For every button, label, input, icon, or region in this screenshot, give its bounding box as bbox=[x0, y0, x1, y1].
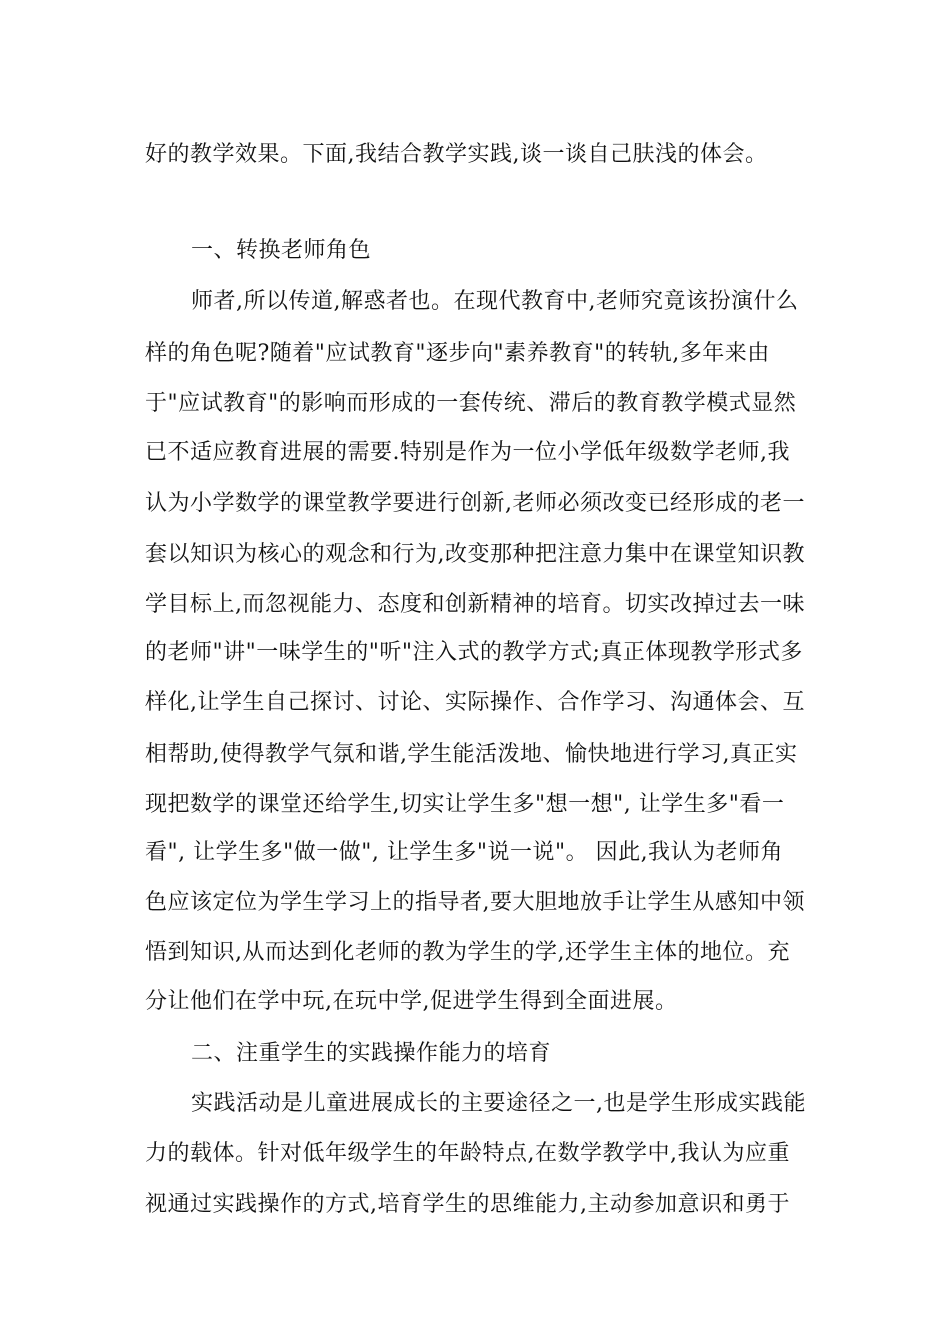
text-line: 分让他们在学中玩,在玩中学,促进学生得到全面进展。 bbox=[145, 989, 678, 1014]
text-line: 套以知识为核心的观念和行为,改变那种把注意力集中在课堂知识教 bbox=[145, 542, 805, 567]
text-line: 样的角色呢?随着"应试教育"逐步向"素养教育"的转轨,多年来由 bbox=[145, 341, 770, 366]
section-heading: 一、转换老师角色 bbox=[191, 238, 372, 263]
text-line: 学目标上,而忽视能力、态度和创新精神的培育。切实改掉过去一味 bbox=[145, 592, 805, 617]
text-line: 看", 让学生多"做一做", 让学生多"说一说"。 因此,我认为老师角 bbox=[145, 840, 784, 865]
text-line: 样化,让学生自己探讨、讨论、实际操作、合作学习、沟通体会、互 bbox=[145, 690, 805, 715]
text-line: 师者,所以传道,解惑者也。在现代教育中,老师究竟该扮演什么 bbox=[191, 289, 799, 314]
text-line: 现把数学的课堂还给学生,切实让学生多"想一想", 让学生多"看一 bbox=[145, 792, 785, 817]
text-line: 视通过实践操作的方式,培育学生的思维能力,主动参加意识和勇于 bbox=[145, 1192, 790, 1217]
text-line: 于"应试教育"的影响而形成的一套传统、滞后的教育教学模式显然 bbox=[145, 391, 797, 416]
text-line: 色应该定位为学生学习上的指导者,要大胆地放手让学生从感知中领 bbox=[145, 890, 805, 915]
text-line: 认为小学数学的课堂教学要进行创新,老师必须改变已经形成的老一 bbox=[145, 491, 805, 516]
text-line: 相帮助,使得教学气氛和谐,学生能活泼地、愉快地进行学习,真正实 bbox=[145, 742, 798, 767]
text-line: 悟到知识,从而达到化老师的教为学生的学,还学生主体的地位。充 bbox=[145, 940, 790, 965]
text-line: 实践活动是儿童进展成长的主要途径之一,也是学生形成实践能 bbox=[191, 1091, 806, 1116]
text-line: 好的教学效果。下面,我结合教学实践,谈一谈自己肤浅的体会。 bbox=[145, 142, 768, 167]
section-heading: 二、注重学生的实践操作能力的培育 bbox=[191, 1041, 552, 1066]
text-line: 力的载体。针对低年级学生的年龄特点,在数学教学中,我认为应重 bbox=[145, 1141, 790, 1166]
text-line: 已不适应教育进展的需要.特别是作为一位小学低年级数学老师,我 bbox=[145, 440, 790, 465]
text-line: 的老师"讲"一味学生的"听"注入式的教学方式;真正体现教学形式多 bbox=[145, 640, 803, 665]
